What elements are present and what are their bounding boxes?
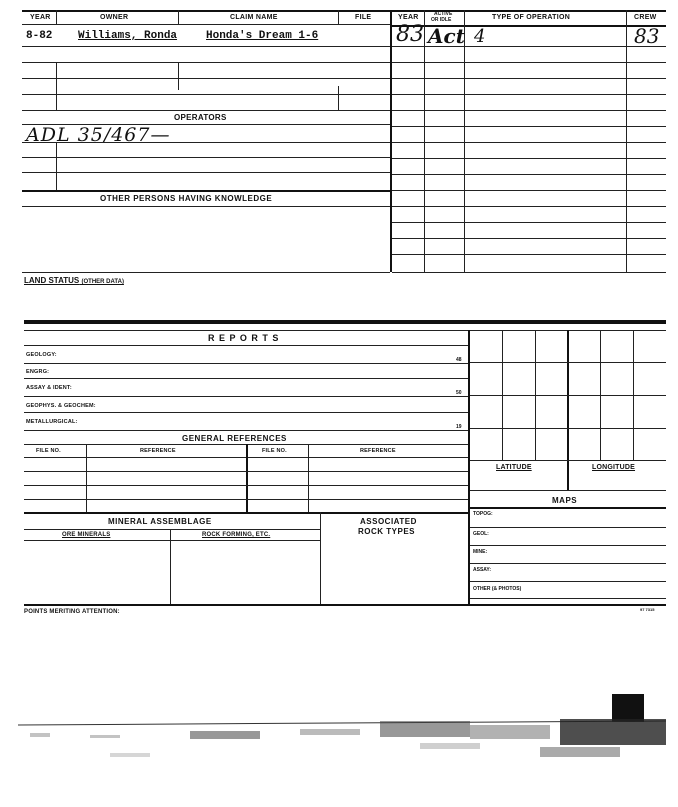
rule: [470, 598, 666, 599]
rule: [24, 412, 468, 413]
entry-year: 8-82: [26, 30, 53, 42]
rule: [392, 254, 666, 255]
rule: [24, 471, 468, 472]
land-status-sub: (OTHER DATA): [81, 279, 124, 285]
maps-title: MAPS: [552, 496, 578, 505]
rule: [24, 512, 468, 514]
entry-type-of-operation: 4: [474, 26, 486, 47]
reports-metallurgical: METALLURGICAL:: [26, 419, 78, 425]
rule: [392, 222, 666, 223]
rule: [392, 78, 666, 79]
maps-assay: ASSAY:: [473, 567, 492, 573]
rule: [470, 581, 666, 582]
operators-entry: ADL 35/467—: [26, 124, 171, 146]
divider: [246, 444, 248, 512]
land-status-label: LAND STATUS: [24, 276, 80, 285]
rule: [22, 62, 390, 63]
rule: [24, 540, 320, 541]
rule: [392, 272, 666, 273]
rule: [24, 345, 468, 346]
divider: [308, 444, 309, 512]
rule: [470, 395, 666, 396]
divider: [320, 512, 321, 604]
other-persons-title: OTHER PERSONS HAVING KNOWLEDGE: [100, 194, 273, 203]
ref-header-reference-2: REFERENCE: [360, 448, 396, 454]
reports-metallurgical-num: 19: [456, 424, 462, 430]
rule: [392, 62, 666, 63]
rule: [392, 126, 666, 127]
rule: [470, 428, 666, 429]
rule: [470, 545, 666, 546]
general-references-title: GENERAL REFERENCES: [182, 434, 287, 443]
divider: [178, 62, 179, 90]
header-or-idle: OR IDLE: [431, 17, 452, 23]
mineral-assemblage-title: MINERAL ASSEMBLAGE: [108, 517, 212, 526]
divider: [338, 10, 339, 24]
ore-minerals-label: ORE MINERALS: [62, 532, 111, 538]
rule: [24, 485, 468, 486]
maps-mine: MINE:: [473, 549, 488, 555]
header-claim-name: CLAIM NAME: [230, 14, 278, 21]
rule: [392, 46, 666, 47]
rule: [470, 563, 666, 564]
header-year: YEAR: [30, 14, 51, 21]
rule: [22, 78, 390, 79]
latitude-label: LATITUDE: [496, 464, 532, 471]
reports-assay: ASSAY & IDENT:: [26, 385, 72, 391]
rule: [470, 460, 666, 461]
entry-owner: Williams, Ronda: [78, 30, 178, 42]
divider: [56, 10, 57, 24]
header-year-right: YEAR: [398, 14, 419, 21]
ref-header-file-no-2: FILE NO.: [262, 448, 287, 454]
ref-header-file-no-1: FILE NO.: [36, 448, 61, 454]
scan-noise: [0, 715, 678, 775]
rule: [22, 10, 390, 12]
operators-title: OPERATORS: [174, 113, 227, 122]
entry-active-idle: Act: [428, 24, 465, 48]
rule: [24, 396, 468, 397]
form-number: 97 7315: [640, 607, 655, 612]
maps-other: OTHER (& PHOTOS): [473, 586, 522, 592]
rule: [392, 94, 666, 95]
maps-topog: TOPOG:: [473, 511, 493, 517]
rule: [392, 142, 666, 143]
rule: [22, 172, 390, 173]
rule: [470, 507, 666, 509]
associated-label-2: ROCK TYPES: [358, 527, 416, 536]
entry-crew: 83: [634, 24, 660, 48]
header-owner: OWNER: [100, 14, 129, 21]
rule: [24, 499, 468, 500]
rule: [392, 206, 666, 207]
reports-geology-num: 48: [456, 357, 462, 363]
rule: [24, 604, 666, 606]
rule: [470, 490, 666, 491]
divider: [86, 444, 87, 512]
rule: [24, 529, 320, 530]
rule: [22, 142, 390, 143]
divider: [464, 10, 465, 272]
rule: [22, 206, 390, 207]
rule: [392, 110, 666, 111]
divider: [178, 10, 179, 24]
rule: [392, 190, 666, 191]
rule: [24, 363, 468, 364]
rule: [24, 378, 468, 379]
reports-assay-num: 50: [456, 390, 462, 396]
reports-engrg: ENGRG:: [26, 369, 50, 375]
longitude-label: LONGITUDE: [592, 464, 636, 471]
land-status: [24, 276, 124, 285]
divider: [468, 330, 470, 606]
divider: [338, 86, 339, 110]
points-meriting-attention: POINTS MERITING ATTENTION:: [24, 609, 120, 615]
rule: [22, 94, 390, 95]
rule: [22, 46, 390, 47]
divider: [626, 10, 627, 272]
entry-year-right: 83: [396, 22, 424, 47]
rule: [22, 24, 390, 25]
maps-geol: GEOL:: [473, 531, 489, 537]
divider: [567, 330, 569, 490]
rule: [24, 430, 468, 431]
reports-geology: GEOLOGY:: [26, 352, 57, 358]
rule: [392, 158, 666, 159]
divider: [390, 10, 392, 272]
rock-forming-label: ROCK FORMING, ETC.: [202, 532, 271, 538]
header-active: ACTIVE: [434, 11, 453, 17]
reports-geophys: GEOPHYS. & GEOCHEM:: [26, 403, 96, 409]
divider: [424, 10, 425, 272]
divider: [56, 62, 57, 110]
header-type-of-operation: TYPE OF OPERATION: [492, 14, 571, 21]
rule: [470, 527, 666, 528]
ref-header-reference-1: REFERENCE: [140, 448, 176, 454]
entry-claim-name: Honda's Dream 1-6: [206, 30, 319, 42]
section-separator: [24, 320, 666, 324]
rule: [22, 190, 390, 192]
rule: [470, 362, 666, 363]
associated-label-1: ASSOCIATED: [360, 517, 417, 526]
rule: [22, 272, 390, 273]
reports-title: R E P O R T S: [208, 333, 280, 343]
rule: [392, 238, 666, 239]
rule: [22, 110, 390, 111]
header-file: FILE: [355, 14, 372, 21]
rule: [392, 174, 666, 175]
header-crew: CREW: [634, 14, 657, 21]
rule: [24, 330, 468, 331]
divider: [56, 142, 57, 190]
rule: [22, 157, 390, 158]
